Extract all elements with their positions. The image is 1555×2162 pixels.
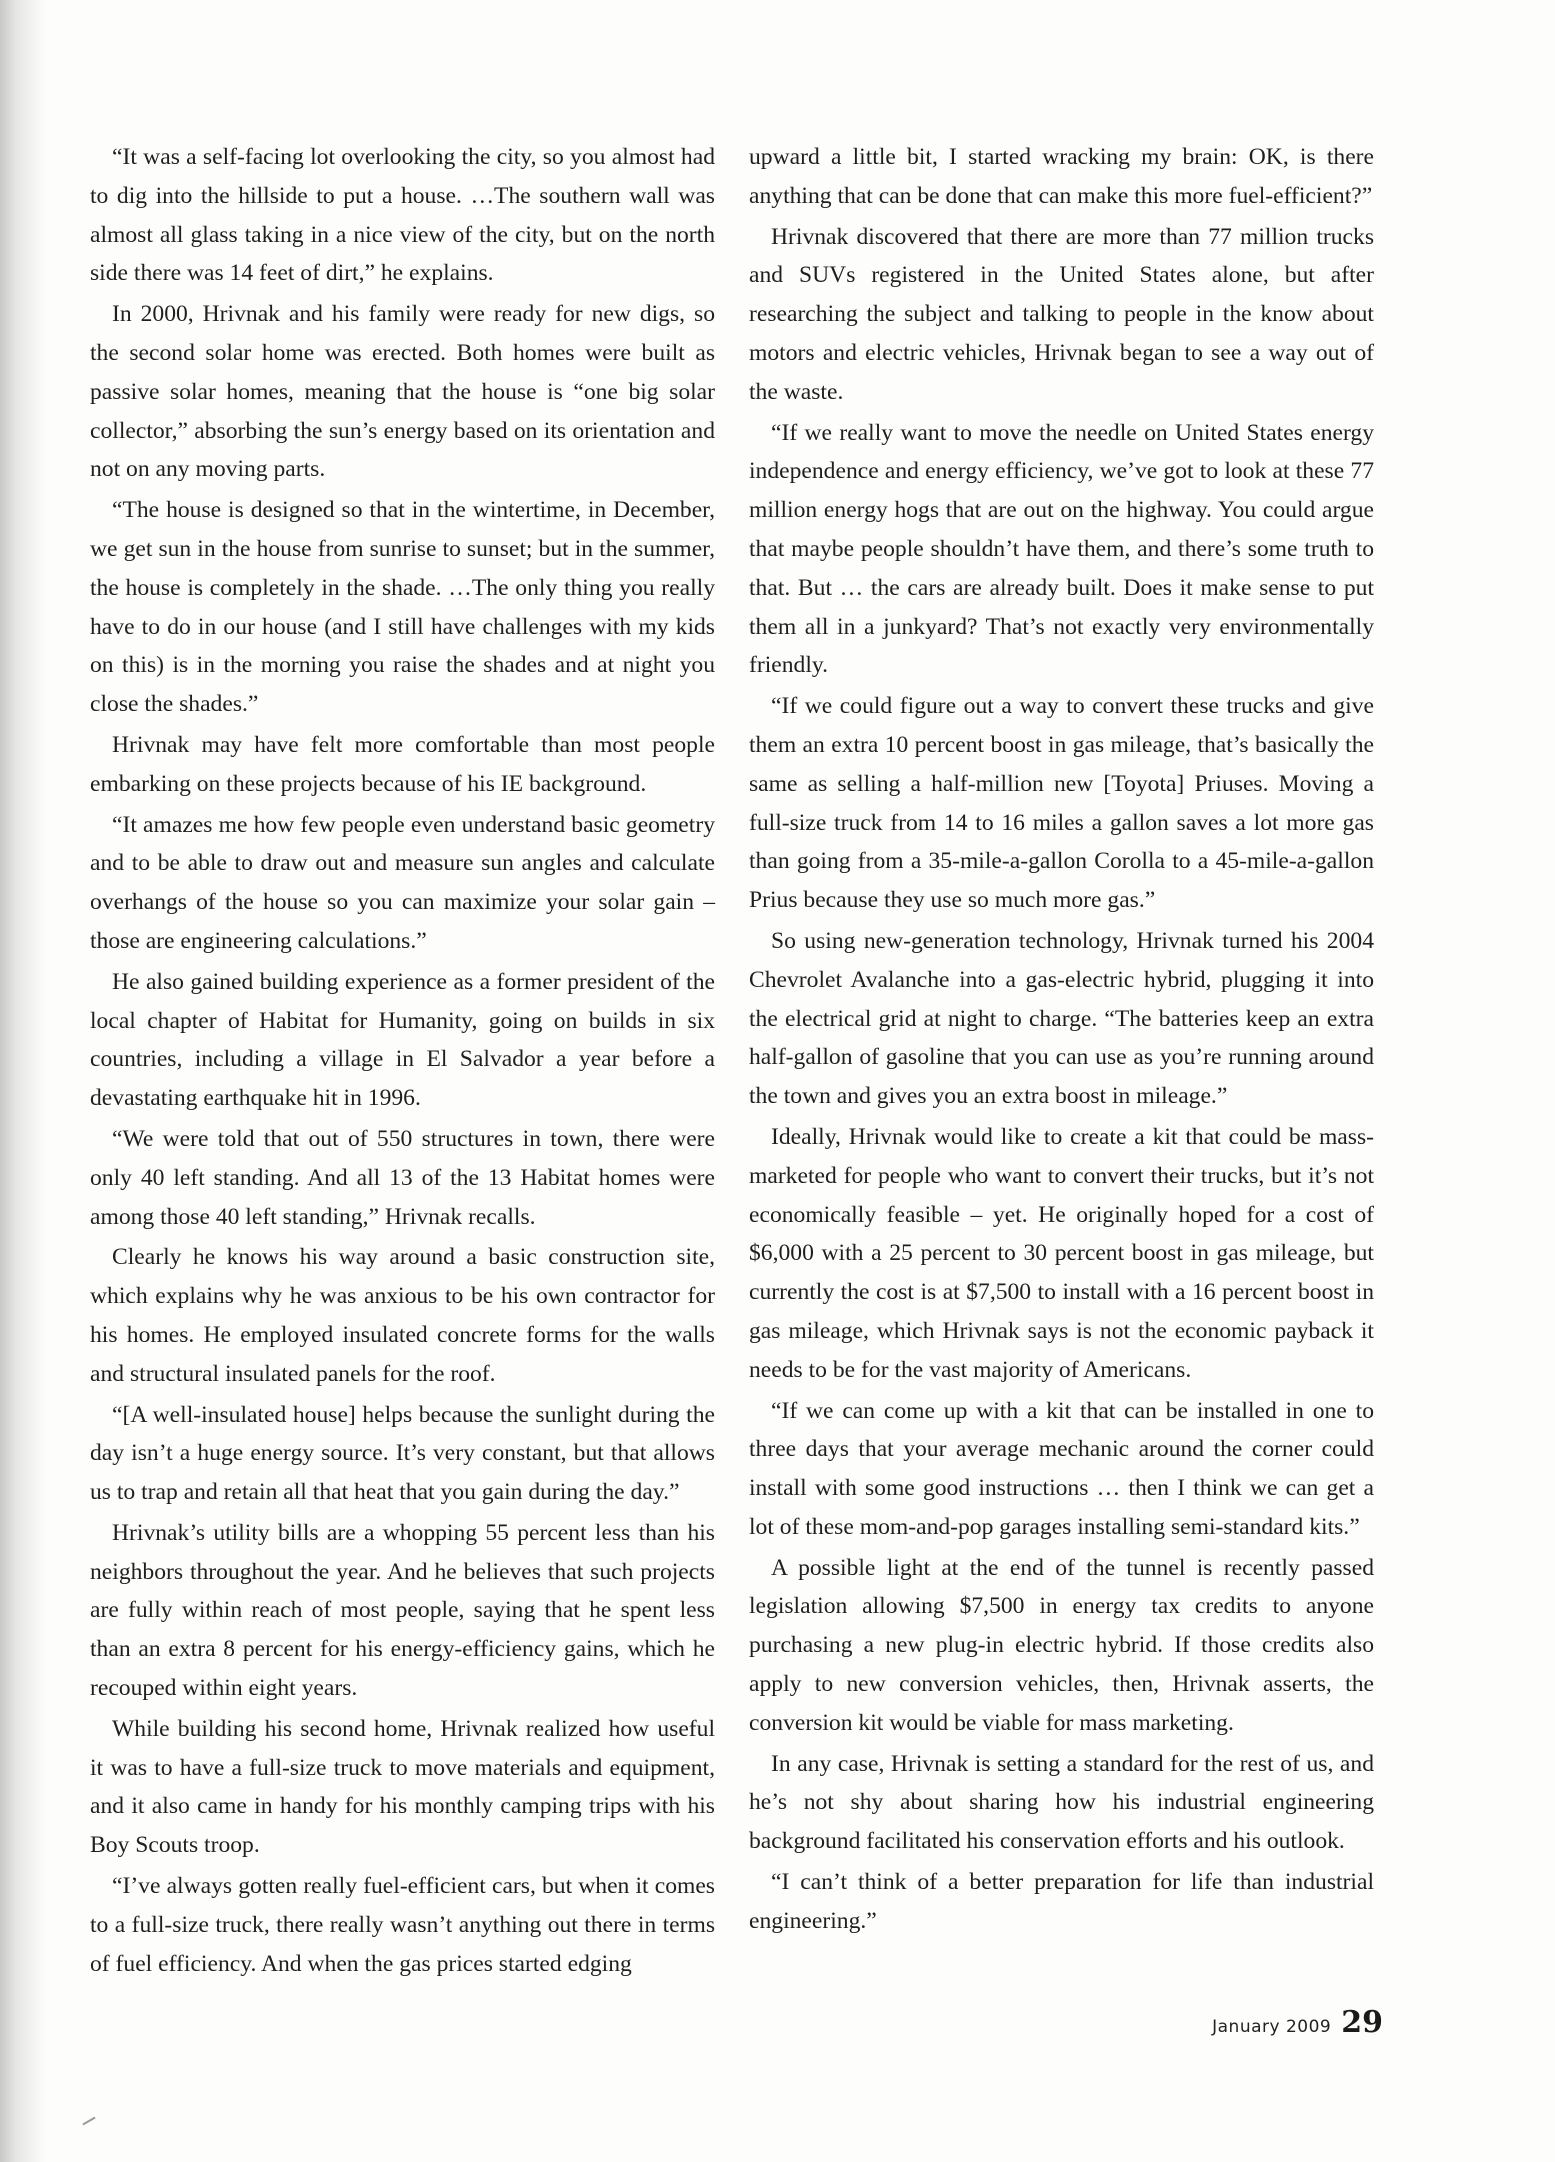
paragraph: Hrivnak discovered that there are more than 77 million trucks and SUVs registered in the United States alone, but after researching the subject and talking to people in the know about motors and electric vehicles, Hrivnak began to see a way out of the waste.	[749, 223, 1374, 405]
scan-page-edge	[0, 0, 46, 2162]
issue-date: January 2009	[1212, 2017, 1332, 2037]
paragraph: “I can’t think of a better preparation for life than industrial engineering.”	[749, 1869, 1374, 1934]
paragraph: Hrivnak’s utility bills are a whopping 55 percent less than his neighbors throughout the year. And he believes that such projects are fully within reach of most people, saying that he spent less than an extra 8 percent for his energy-efficiency gains, which he recouped within eight years.	[90, 1519, 715, 1702]
paragraph: “I’ve always gotten really fuel-efficient cars, but when it comes to a full-size truck, there really wasn’t anything out there in terms of fuel efficiency. And when the gas prices started edging	[90, 1873, 715, 1977]
page-number: 29	[1341, 2005, 1383, 2040]
paragraph: So using new-generation technology, Hrivnak turned his 2004 Chevrolet Avalanche into a gas-electric hybrid, plugging it into the electrical grid at night to charge. “The batteries keep an extra half-gallon of gasoline that you can use as you’re running around the town and gives you an extra boost in mileage.”	[749, 927, 1374, 1110]
scan-mark	[82, 2117, 95, 2126]
paragraph: “If we can come up with a kit that can be installed in one to three days that your average mechanic around the corner could install with some good instructions … then I think we can get a lot of these mom-and-pop garages installing semi-standard kits.”	[749, 1397, 1374, 1540]
paragraph: “We were told that out of 550 structures in town, there were only 40 left standing. And all 13 of the 13 Habitat homes were among those 40 left standing,” Hrivnak recalls.	[90, 1125, 715, 1230]
paragraph: “It was a self-facing lot overlooking the city, so you almost had to dig into the hillside to put a house. …The southern wall was almost all glass taking in a nice view of the city, but on the north side there was 14 feet of dirt,” he explains.	[90, 144, 715, 287]
article-column-left	[90, 138, 715, 1985]
paragraph: Hrivnak may have felt more comfortable than most people embarking on these projects because of his IE background.	[90, 731, 715, 797]
paragraph: Ideally, Hrivnak would like to create a kit that could be mass-marketed for people who want to convert their trucks, but it’s not economically feasible – yet. He originally hoped for a cost of $6,000 with a 25 percent to 30 percent boost in gas mileage, but currently the cost is at $7,500 to install with a 16 percent boost in gas mileage, which Hrivnak says is not the economic payback it needs to be for the vast majority of Americans.	[749, 1123, 1374, 1383]
paragraph: “It amazes me how few people even understand basic geometry and to be able to draw out and measure sun angles and calculate overhangs of the house so you can maximize your solar gain – those are engineering calculations.”	[90, 811, 715, 954]
paragraph: “If we really want to move the needle on United States energy independence and energy efficiency, we’ve got to look at these 77 million energy hogs that are out on the highway. You could argue that maybe people shouldn’t have them, and there’s some truth to that. But … the cars are already built. Does it make sense to put them all in a junkyard? That’s not exactly very environmentally friendly.	[749, 419, 1374, 679]
article-column-right	[749, 138, 1374, 1943]
paragraph: “If we could figure out a way to convert these trucks and give them an extra 10 percent boost in gas mileage, that’s basically the same as selling a half-million new [Toyota] Priuses. Moving a full-size truck from 14 to 16 miles a gallon saves a lot more gas than going from a 35-mile-a-gallon Corolla to a 45-mile-a-gallon Prius because they use so much more gas.”	[749, 693, 1374, 914]
page-folio	[1212, 2005, 1383, 2040]
paragraph: “The house is designed so that in the wintertime, in December, we get sun in the house from sunrise to sunset; but in the summer, the house is completely in the shade. …The only thing you really have to do in our house (and I still have challenges with my kids on this) is in the morning you raise the shades and at night you close the shades.”	[90, 497, 715, 718]
paragraph: In 2000, Hrivnak and his family were ready for new digs, so the second solar home was erected. Both homes were built as passive solar homes, meaning that the house is “one big solar collector,” absorbing the sun’s energy based on its orientation and not on any moving parts.	[90, 301, 715, 483]
paragraph: A possible light at the end of the tunnel is recently passed legislation allowing $7,500 in energy tax credits to anyone purchasing a new plug-in electric hybrid. If those credits also apply to new conversion vehicles, then, Hrivnak asserts, the conversion kit would be viable for mass marketing.	[749, 1554, 1374, 1736]
paragraph: “[A well-insulated house] helps because the sunlight during the day isn’t a huge energy source. It’s very constant, but that allows us to trap and retain all that heat that you gain during the day.”	[90, 1401, 715, 1506]
paragraph: While building his second home, Hrivnak realized how useful it was to have a full-size truck to move materials and equipment, and it also came in handy for his monthly camping trips with his Boy Scouts troop.	[90, 1715, 715, 1859]
paragraph: He also gained building experience as a former president of the local chapter of Habitat for Humanity, going on builds in six countries, including a village in El Salvador a year before a devastating earthquake hit in 1996.	[90, 968, 715, 1112]
paragraph-continued: upward a little bit, I started wracking my brain: OK, is there anything that can be done that can make this more fuel-efficient?”	[749, 144, 1374, 209]
paragraph: Clearly he knows his way around a basic construction site, which explains why he was anxious to be his own contractor for his homes. He employed insulated concrete forms for the walls and structural insulated panels for the roof.	[90, 1244, 715, 1387]
paragraph: In any case, Hrivnak is setting a standard for the rest of us, and he’s not shy about sharing how his industrial engineering background facilitated his conservation efforts and his outlook.	[749, 1750, 1374, 1855]
